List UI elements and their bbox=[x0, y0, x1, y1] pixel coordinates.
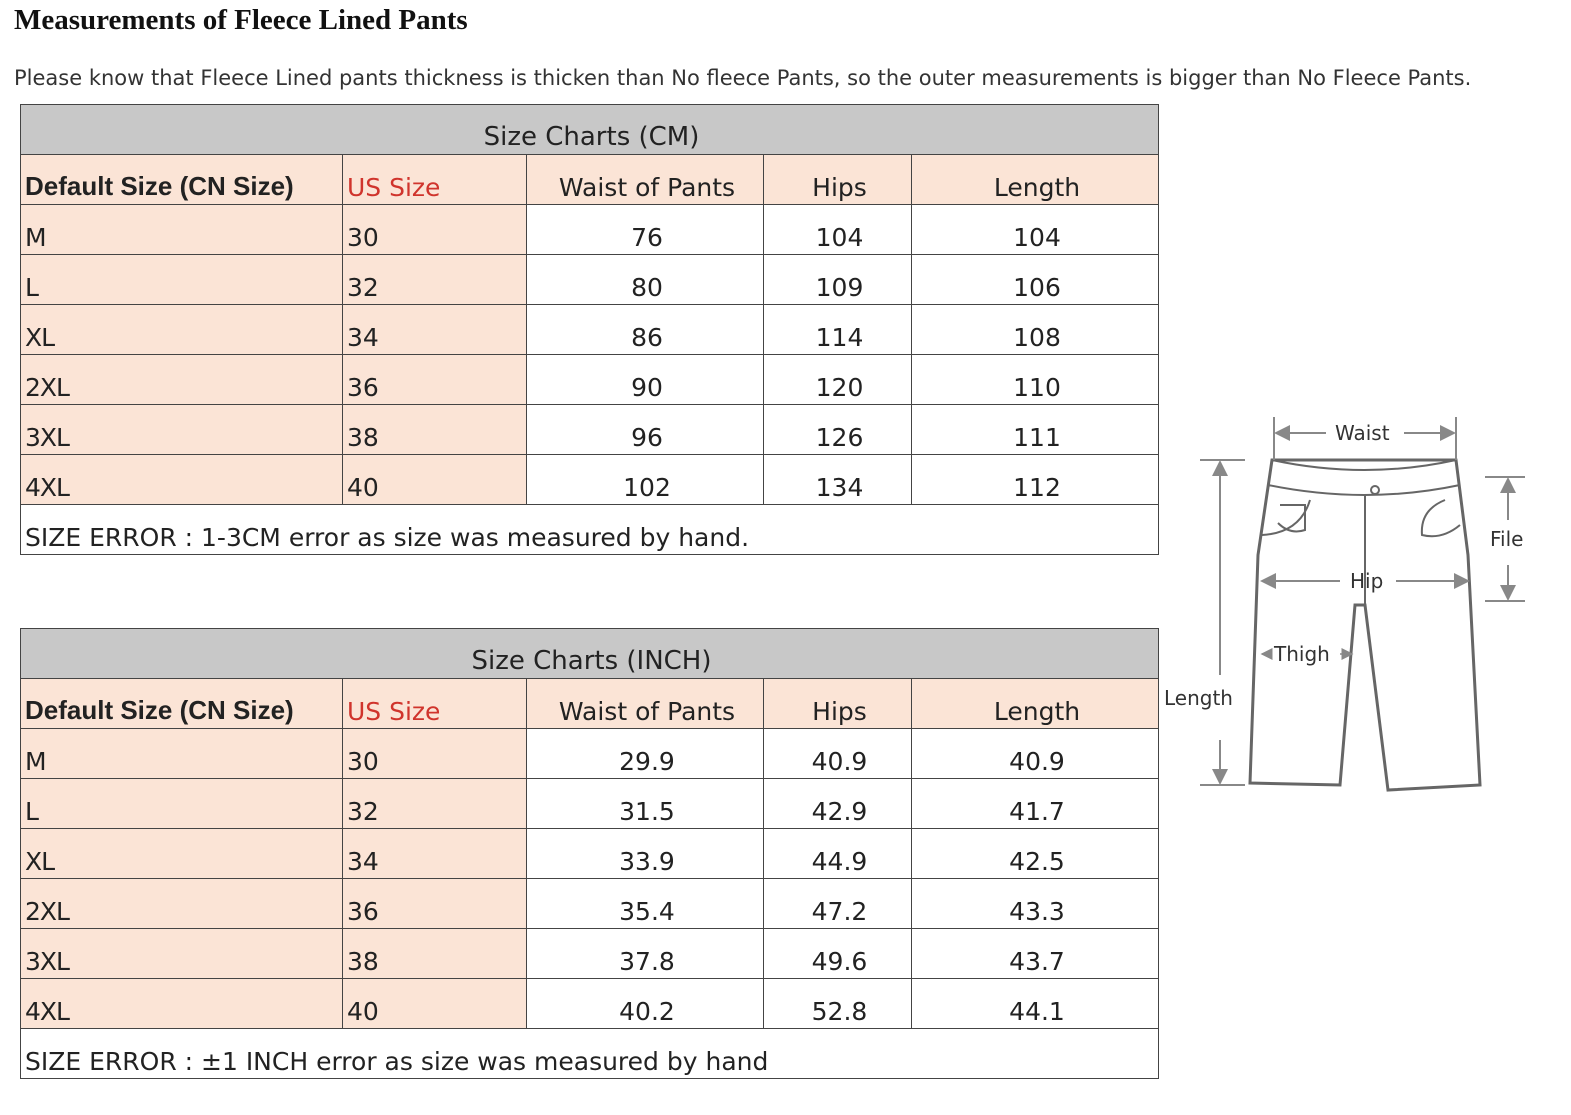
page-title: Measurements of Fleece Lined Pants bbox=[14, 4, 468, 36]
table-row bbox=[21, 779, 1159, 829]
table-row bbox=[21, 255, 1159, 305]
us-size-cell: 32 bbox=[343, 255, 527, 305]
size-cell: L bbox=[21, 255, 343, 305]
us-size-cell: 40 bbox=[343, 455, 527, 505]
hips-cell: 126 bbox=[764, 405, 912, 455]
length-cell: 44.1 bbox=[912, 979, 1159, 1029]
length-cell: 43.7 bbox=[912, 929, 1159, 979]
size-error-note: SIZE ERROR : 1-3CM error as size was measured by hand. bbox=[21, 505, 1159, 555]
waist-cell: 40.2 bbox=[527, 979, 764, 1029]
hips-cell: 114 bbox=[764, 305, 912, 355]
table-row bbox=[21, 455, 1159, 505]
inch-header-row bbox=[21, 679, 1159, 729]
hips-cell: 47.2 bbox=[764, 879, 912, 929]
hips-cell: 52.8 bbox=[764, 979, 912, 1029]
hips-cell: 104 bbox=[764, 205, 912, 255]
pants-measurement-diagram bbox=[1160, 405, 1555, 815]
hips-cell: 49.6 bbox=[764, 929, 912, 979]
hips-cell: 44.9 bbox=[764, 829, 912, 879]
waist-cell: 31.5 bbox=[527, 779, 764, 829]
diagram-thigh-label: Thigh bbox=[1274, 642, 1330, 666]
hips-cell: 42.9 bbox=[764, 779, 912, 829]
size-cell: 2XL bbox=[21, 879, 343, 929]
length-cell: 40.9 bbox=[912, 729, 1159, 779]
length-cell: 110 bbox=[912, 355, 1159, 405]
waist-cell: 96 bbox=[527, 405, 764, 455]
size-cell: XL bbox=[21, 305, 343, 355]
length-header: Length bbox=[912, 155, 1159, 205]
waist-cell: 33.9 bbox=[527, 829, 764, 879]
waist-header: Waist of Pants bbox=[527, 679, 764, 729]
hips-cell: 134 bbox=[764, 455, 912, 505]
size-cell: 4XL bbox=[21, 979, 343, 1029]
hips-cell: 40.9 bbox=[764, 729, 912, 779]
pants-outline-icon bbox=[1250, 460, 1480, 790]
length-cell: 112 bbox=[912, 455, 1159, 505]
length-cell: 41.7 bbox=[912, 779, 1159, 829]
table-row bbox=[21, 829, 1159, 879]
table-row bbox=[21, 355, 1159, 405]
length-cell: 106 bbox=[912, 255, 1159, 305]
us-size-cell: 34 bbox=[343, 305, 527, 355]
hips-header: Hips bbox=[764, 155, 912, 205]
length-cell: 42.5 bbox=[912, 829, 1159, 879]
us-size-cell: 34 bbox=[343, 829, 527, 879]
table-row bbox=[21, 979, 1159, 1029]
waist-cell: 102 bbox=[527, 455, 764, 505]
inch-table-title: Size Charts (INCH) bbox=[21, 629, 1159, 679]
diagram-file-label: File bbox=[1490, 527, 1524, 551]
us-size-header: US Size bbox=[343, 679, 527, 729]
table-row bbox=[21, 729, 1159, 779]
cm-header-row bbox=[21, 155, 1159, 205]
length-cell: 111 bbox=[912, 405, 1159, 455]
hips-header: Hips bbox=[764, 679, 912, 729]
length-header: Length bbox=[912, 679, 1159, 729]
waist-cell: 37.8 bbox=[527, 929, 764, 979]
default-size-header: Default Size (CN Size) bbox=[21, 155, 343, 205]
waist-cell: 90 bbox=[527, 355, 764, 405]
waist-header: Waist of Pants bbox=[527, 155, 764, 205]
waist-cell: 29.9 bbox=[527, 729, 764, 779]
size-cell: M bbox=[21, 729, 343, 779]
us-size-cell: 36 bbox=[343, 355, 527, 405]
table-row bbox=[21, 405, 1159, 455]
length-cell: 43.3 bbox=[912, 879, 1159, 929]
size-cell: L bbox=[21, 779, 343, 829]
table-row bbox=[21, 205, 1159, 255]
hips-cell: 109 bbox=[764, 255, 912, 305]
size-cell: 2XL bbox=[21, 355, 343, 405]
waist-cell: 35.4 bbox=[527, 879, 764, 929]
us-size-cell: 32 bbox=[343, 779, 527, 829]
length-cell: 104 bbox=[912, 205, 1159, 255]
intro-text: Please know that Fleece Lined pants thickness is thicken than No fleece Pants, so the outer measurements is bigger than No Fleece Pants. bbox=[14, 66, 1472, 90]
hips-cell: 120 bbox=[764, 355, 912, 405]
diagram-length-label: Length bbox=[1164, 686, 1233, 710]
waist-cell: 80 bbox=[527, 255, 764, 305]
diagram-waist-label: Waist bbox=[1335, 421, 1390, 445]
cm-size-table bbox=[20, 104, 1159, 555]
us-size-cell: 30 bbox=[343, 729, 527, 779]
size-cell: XL bbox=[21, 829, 343, 879]
waist-cell: 86 bbox=[527, 305, 764, 355]
waist-cell: 76 bbox=[527, 205, 764, 255]
us-size-cell: 30 bbox=[343, 205, 527, 255]
us-size-header: US Size bbox=[343, 155, 527, 205]
length-cell: 108 bbox=[912, 305, 1159, 355]
size-cell: 3XL bbox=[21, 405, 343, 455]
table-row bbox=[21, 879, 1159, 929]
us-size-cell: 38 bbox=[343, 405, 527, 455]
size-cell: M bbox=[21, 205, 343, 255]
size-cell: 4XL bbox=[21, 455, 343, 505]
default-size-header: Default Size (CN Size) bbox=[21, 679, 343, 729]
table-row bbox=[21, 929, 1159, 979]
diagram-hip-label: Hip bbox=[1350, 569, 1384, 593]
us-size-cell: 36 bbox=[343, 879, 527, 929]
size-cell: 3XL bbox=[21, 929, 343, 979]
table-row bbox=[21, 305, 1159, 355]
inch-size-table bbox=[20, 628, 1159, 1079]
size-error-note: SIZE ERROR : ±1 INCH error as size was measured by hand bbox=[21, 1029, 1159, 1079]
cm-table-title: Size Charts (CM) bbox=[21, 105, 1159, 155]
us-size-cell: 38 bbox=[343, 929, 527, 979]
us-size-cell: 40 bbox=[343, 979, 527, 1029]
